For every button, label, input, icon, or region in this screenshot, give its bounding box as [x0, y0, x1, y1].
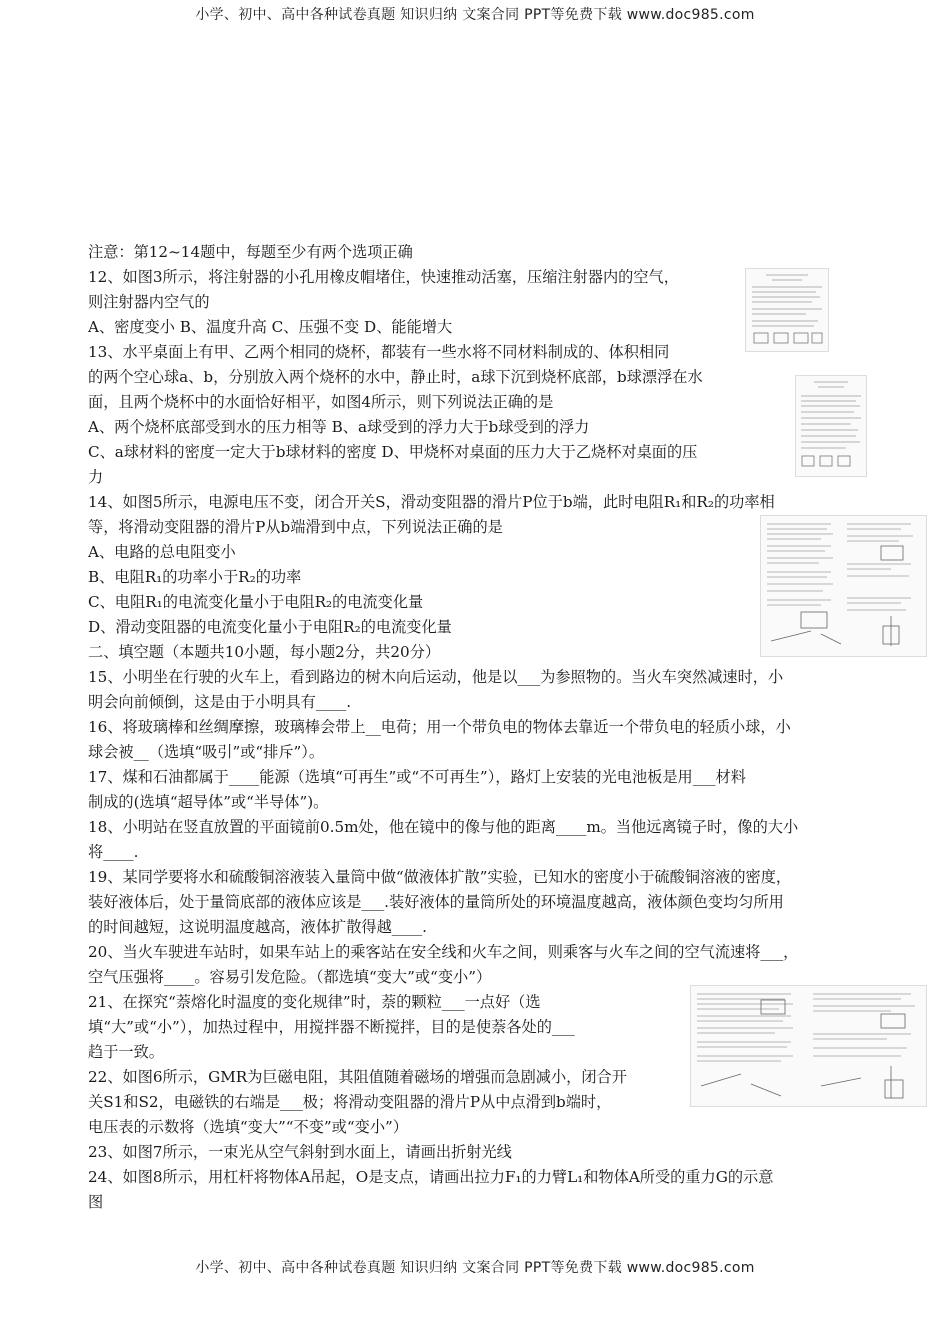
q19-line-1: 19、某同学要将水和硫酸铜溶液装入量筒中做“做液体扩散”实验，已知水的密度小于硫酸铜溶液的密度，: [88, 868, 792, 886]
figure-6-thumbnail: [690, 985, 927, 1107]
q12-line-1: 12、如图3所示，将注射器的小孔用橡皮帽堵住，快速推动活塞，压缩注射器内的空气，: [88, 268, 679, 286]
q19-line-2: 装好液体后，处于量筒底部的液体应该是___.装好液体的量筒所处的环境温度越高，液体颜色变均匀所用: [88, 893, 784, 911]
figure-4-thumbnail: [795, 375, 867, 477]
q14-line-2: 等，将滑动变阻器的滑片P从b端滑到中点，下列说法正确的是: [88, 518, 503, 536]
q22-line-2: 关S1和S2，电磁铁的右端是___极；将滑动变阻器的滑片P从中点滑到b端时，: [88, 1093, 612, 1111]
q17-line-2: 制成的(选填“超导体”或“半导体”)。: [88, 793, 329, 811]
q21-line-3: 趋于一致。: [88, 1043, 164, 1061]
q12-options: A、密度变小 B、温度升高 C、压强不变 D、能能增大: [88, 318, 453, 336]
q14-option-a: A、电路的总电阻变小: [88, 543, 236, 561]
q20-line-1: 20、当火车驶进车站时，如果车站上的乘客站在安全线和火车之间，则乘客与火车之间的空气流速将___，: [88, 943, 799, 961]
q23-line: 23、如图7所示，一束光从空气斜射到水面上，请画出折射光线: [88, 1143, 512, 1161]
q13-line-3: 面，且两个烧杯中的水面恰好相平，如图4所示，则下列说法正确的是: [88, 393, 554, 411]
q13-options-cd-cont: 力: [88, 468, 104, 486]
q16-line-1: 16、将玻璃棒和丝绸摩擦，玻璃棒会带上__电荷；用一个带负电的物体去靠近一个带负电的轻质小球，小: [88, 718, 791, 736]
note-line: 注意：第12~14题中，每题至少有两个选项正确: [88, 243, 413, 261]
page-footer: 小学、初中、高中各种试卷真题 知识归纳 文案合同 PPT等免费下载 www.doc985.com: [195, 1260, 755, 1276]
q12-line-2: 则注射器内空气的: [88, 293, 210, 311]
q14-option-d: D、滑动变阻器的电流变化量小于电阻R₂的电流变化量: [88, 618, 452, 636]
q14-option-c: C、电阻R₁的电流变化量小于电阻R₂的电流变化量: [88, 593, 424, 611]
q18-line-1: 18、小明站在竖直放置的平面镜前0.5m处，他在镜中的像与他的距离____m。当他远离镜子时，像的大小: [88, 818, 799, 836]
q17-line-1: 17、煤和石油都属于____能源（选填“可再生”或“不可再生”），路灯上安装的光电池板是用___材料: [88, 768, 746, 786]
q20-line-2: 空气压强将____。容易引发危险。（都选填“变大”或“变小”）: [88, 968, 492, 986]
q21-line-1: 21、在探究“萘熔化时温度的变化规律”时，萘的颗粒___一点好（选: [88, 993, 541, 1011]
q22-line-3: 电压表的示数将（选填“变大”“不变”或“变小”）: [88, 1118, 408, 1136]
q15-line-2: 明会向前倾倒，这是由于小明具有____.: [88, 693, 352, 711]
q13-line-1: 13、水平桌面上有甲、乙两个相同的烧杯，都装有一些水将不同材料制成的、体积相同: [88, 343, 670, 361]
q21-line-2: 填“大”或“小”），加热过程中，用搅拌器不断搅拌，目的是使萘各处的___: [88, 1018, 575, 1036]
q24-line-1: 24、如图8所示，用杠杆将物体A吊起，O是支点，请画出拉力F₁的力臂L₁和物体A所受的重力G的示意: [88, 1168, 774, 1186]
q13-options-ab: A、两个烧杯底部受到水的压力相等 B、a球受到的浮力大于b球受到的浮力: [88, 418, 590, 436]
figure-5-thumbnail: [760, 515, 927, 657]
q18-line-2: 将____.: [88, 843, 139, 861]
q13-line-2: 的两个空心球a、b，分别放入两个烧杯的水中，静止时，a球下沉到烧杯底部，b球漂浮在水: [88, 368, 703, 386]
q14-line-1: 14、如图5所示，电源电压不变，闭合开关S，滑动变阻器的滑片P位于b端，此时电阻R₁和R₂的功率相: [88, 493, 775, 511]
section-2-title: 二、填空题（本题共10小题，每小题2分，共20分）: [88, 643, 441, 661]
q13-options-cd: C、a球材料的密度一定大于b球材料的密度 D、甲烧杯对桌面的压力大于乙烧杯对桌面的压: [88, 443, 698, 461]
q15-line-1: 15、小明坐在行驶的火车上，看到路边的树木向后运动，他是以___为参照物的。当火车突然减速时，小: [88, 668, 784, 686]
figure-3-thumbnail: [745, 268, 829, 352]
page-header: 小学、初中、高中各种试卷真题 知识归纳 文案合同 PPT等免费下载 www.doc985.com: [195, 7, 755, 23]
q24-line-2: 图: [88, 1193, 104, 1211]
q22-line-1: 22、如图6所示，GMR为巨磁电阻，其阻值随着磁场的增强而急剧减小，闭合开: [88, 1068, 627, 1086]
q19-line-3: 的时间越短，这说明温度越高，液体扩散得越____.: [88, 918, 427, 936]
q16-line-2: 球会被__（选填“吸引”或“排斥”）。: [88, 743, 325, 761]
q14-option-b: B、电阻R₁的功率小于R₂的功率: [88, 568, 302, 586]
